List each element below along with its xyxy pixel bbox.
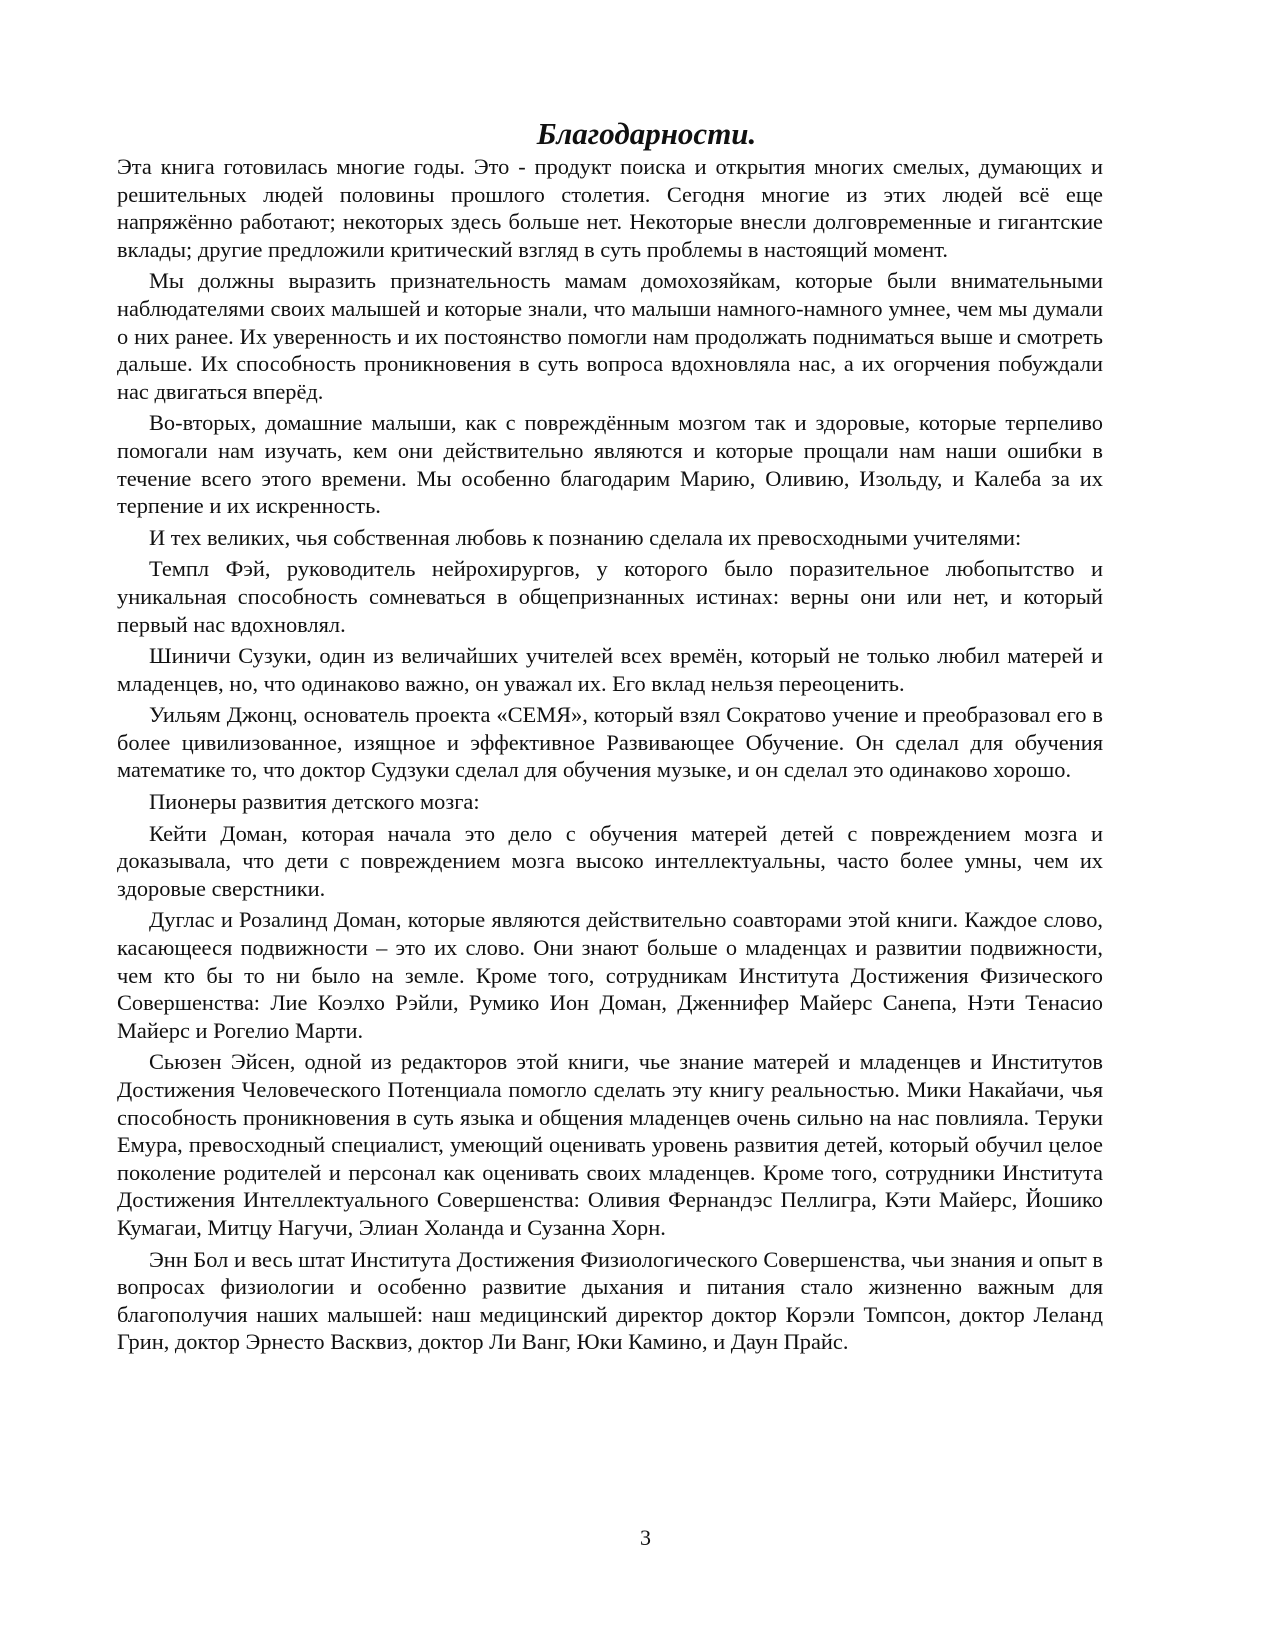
paragraph: Сьюзен Эйсен, одной из редакторов этой книги, чье знание матерей и младенцев и Институтов Достижения Человеческого Потенциала помогло сделать эту книгу реальностью. Мики Накайачи, чья способность проникновения в суть языка и общения младенцев очень сильно на нас повлияла. Теруки Емура, превосходный специалист, умеющий оценивать уровень развития детей, который обучил целое поколение родителей и персонал как оценивать своих младенцев. Кроме того, сотрудники Института Достижения Интеллектуального Совершенства: Оливия Фернандэс Пеллигра, Кэти Майерс, Йошико Кумагаи, Митцу Нагучи, Элиан Холанда и Сузанна Хорн. xyxy=(117,1049,1103,1240)
paragraph: Мы должны выразить признательность мамам домохозяйкам, которые были внимательными наблюдателями своих малышей и которые знали, что малыши намного-намного умнее, чем мы думали о них ранее. Их уверенность и их постоянство помогли нам продолжать подниматься выше и смотреть дальше. Их способность проникновения в суть вопроса вдохновляла нас, а их огорчения побуждали нас двигаться вперёд. xyxy=(117,268,1103,404)
paragraph: Пионеры развития детского мозга: xyxy=(149,789,480,815)
paragraph: Темпл Фэй, руководитель нейрохирургов, у которого было поразительное любопытство и уникальная способность сомневаться в общепризнанных истинах: верны они или нет, и который первый нас вдохновлял. xyxy=(117,556,1103,637)
paragraph: И тех великих, чья собственная любовь к познанию сделала их превосходными учителями: xyxy=(149,524,1022,550)
paragraph: Шиничи Сузуки, один из величайших учителей всех времён, который не только любил матерей и младенцев, но, что одинаково важно, он уважал их. Его вклад нельзя переоценить. xyxy=(117,643,1103,696)
page-title: Благодарности. xyxy=(536,116,757,151)
paragraph: Во-вторых, домашние малыши, как с повреждённым мозгом так и здоровые, которые терпеливо помогали нам изучать, кем они действительно являются и которые прощали нам наши ошибки в течение всего этого времени. Мы особенно благодарим Марию, Оливию, Изольду, и Калеба за их терпение и их искренность. xyxy=(117,410,1103,519)
paragraph: Энн Бол и весь штат Института Достижения Физиологического Совершенства, чьи знания и опыт в вопросах физиологии и особенно развитие дыхания и питания стало жизненно важным для благополучия наших малышей: наш медицинский директор доктор Корэли Томпсон, доктор Леланд Грин, доктор Эрнесто Васквиз, доктор Ли Ванг, Юки Камино, и Даун Прайс. xyxy=(117,1246,1103,1355)
paragraph: Уильям Джонц, основатель проекта «СЕМЯ», который взял Сократово учение и преобразовал его в более цивилизованное, изящное и эффективное Развивающее Обучение. Он сделал для обучения математике то, что доктор Судзуки сделал для обучения музыке, и он сделал это одинаково хорошо. xyxy=(117,702,1103,783)
page-number: 3 xyxy=(640,1525,651,1550)
paragraph: Кейти Доман, которая начала это дело с обучения матерей детей с повреждением мозга и доказывала, что дети с повреждением мозга высоко интеллектуальны, часто более умны, чем их здоровые сверстники. xyxy=(117,820,1103,901)
document-body xyxy=(117,153,1103,1360)
paragraph: Эта книга готовилась многие годы. Это - продукт поиска и открытия многих смелых, думающих и решительных людей половины прошлого столетия. Сегодня многие из этих людей всё еще напряжённо работают; некоторых здесь больше нет. Некоторые внесли долговременные и гигантские вклады; другие предложили критический взгляд в суть проблемы в настоящий момент. xyxy=(117,154,1103,262)
paragraph: Дуглас и Розалинд Доман, которые являются действительно соавторами этой книги. Каждое слово, касающееся подвижности – это их слово. Они знают больше о младенцах и развитии подвижности, чем кто бы то ни было на земле. Кроме того, сотрудникам Института Достижения Физического Совершенства: Лие Коэлхо Рэйли, Румико Ион Доман, Дженнифер Майерс Санепа, Нэти Тенасио Майерс и Рогелио Марти. xyxy=(117,907,1103,1043)
